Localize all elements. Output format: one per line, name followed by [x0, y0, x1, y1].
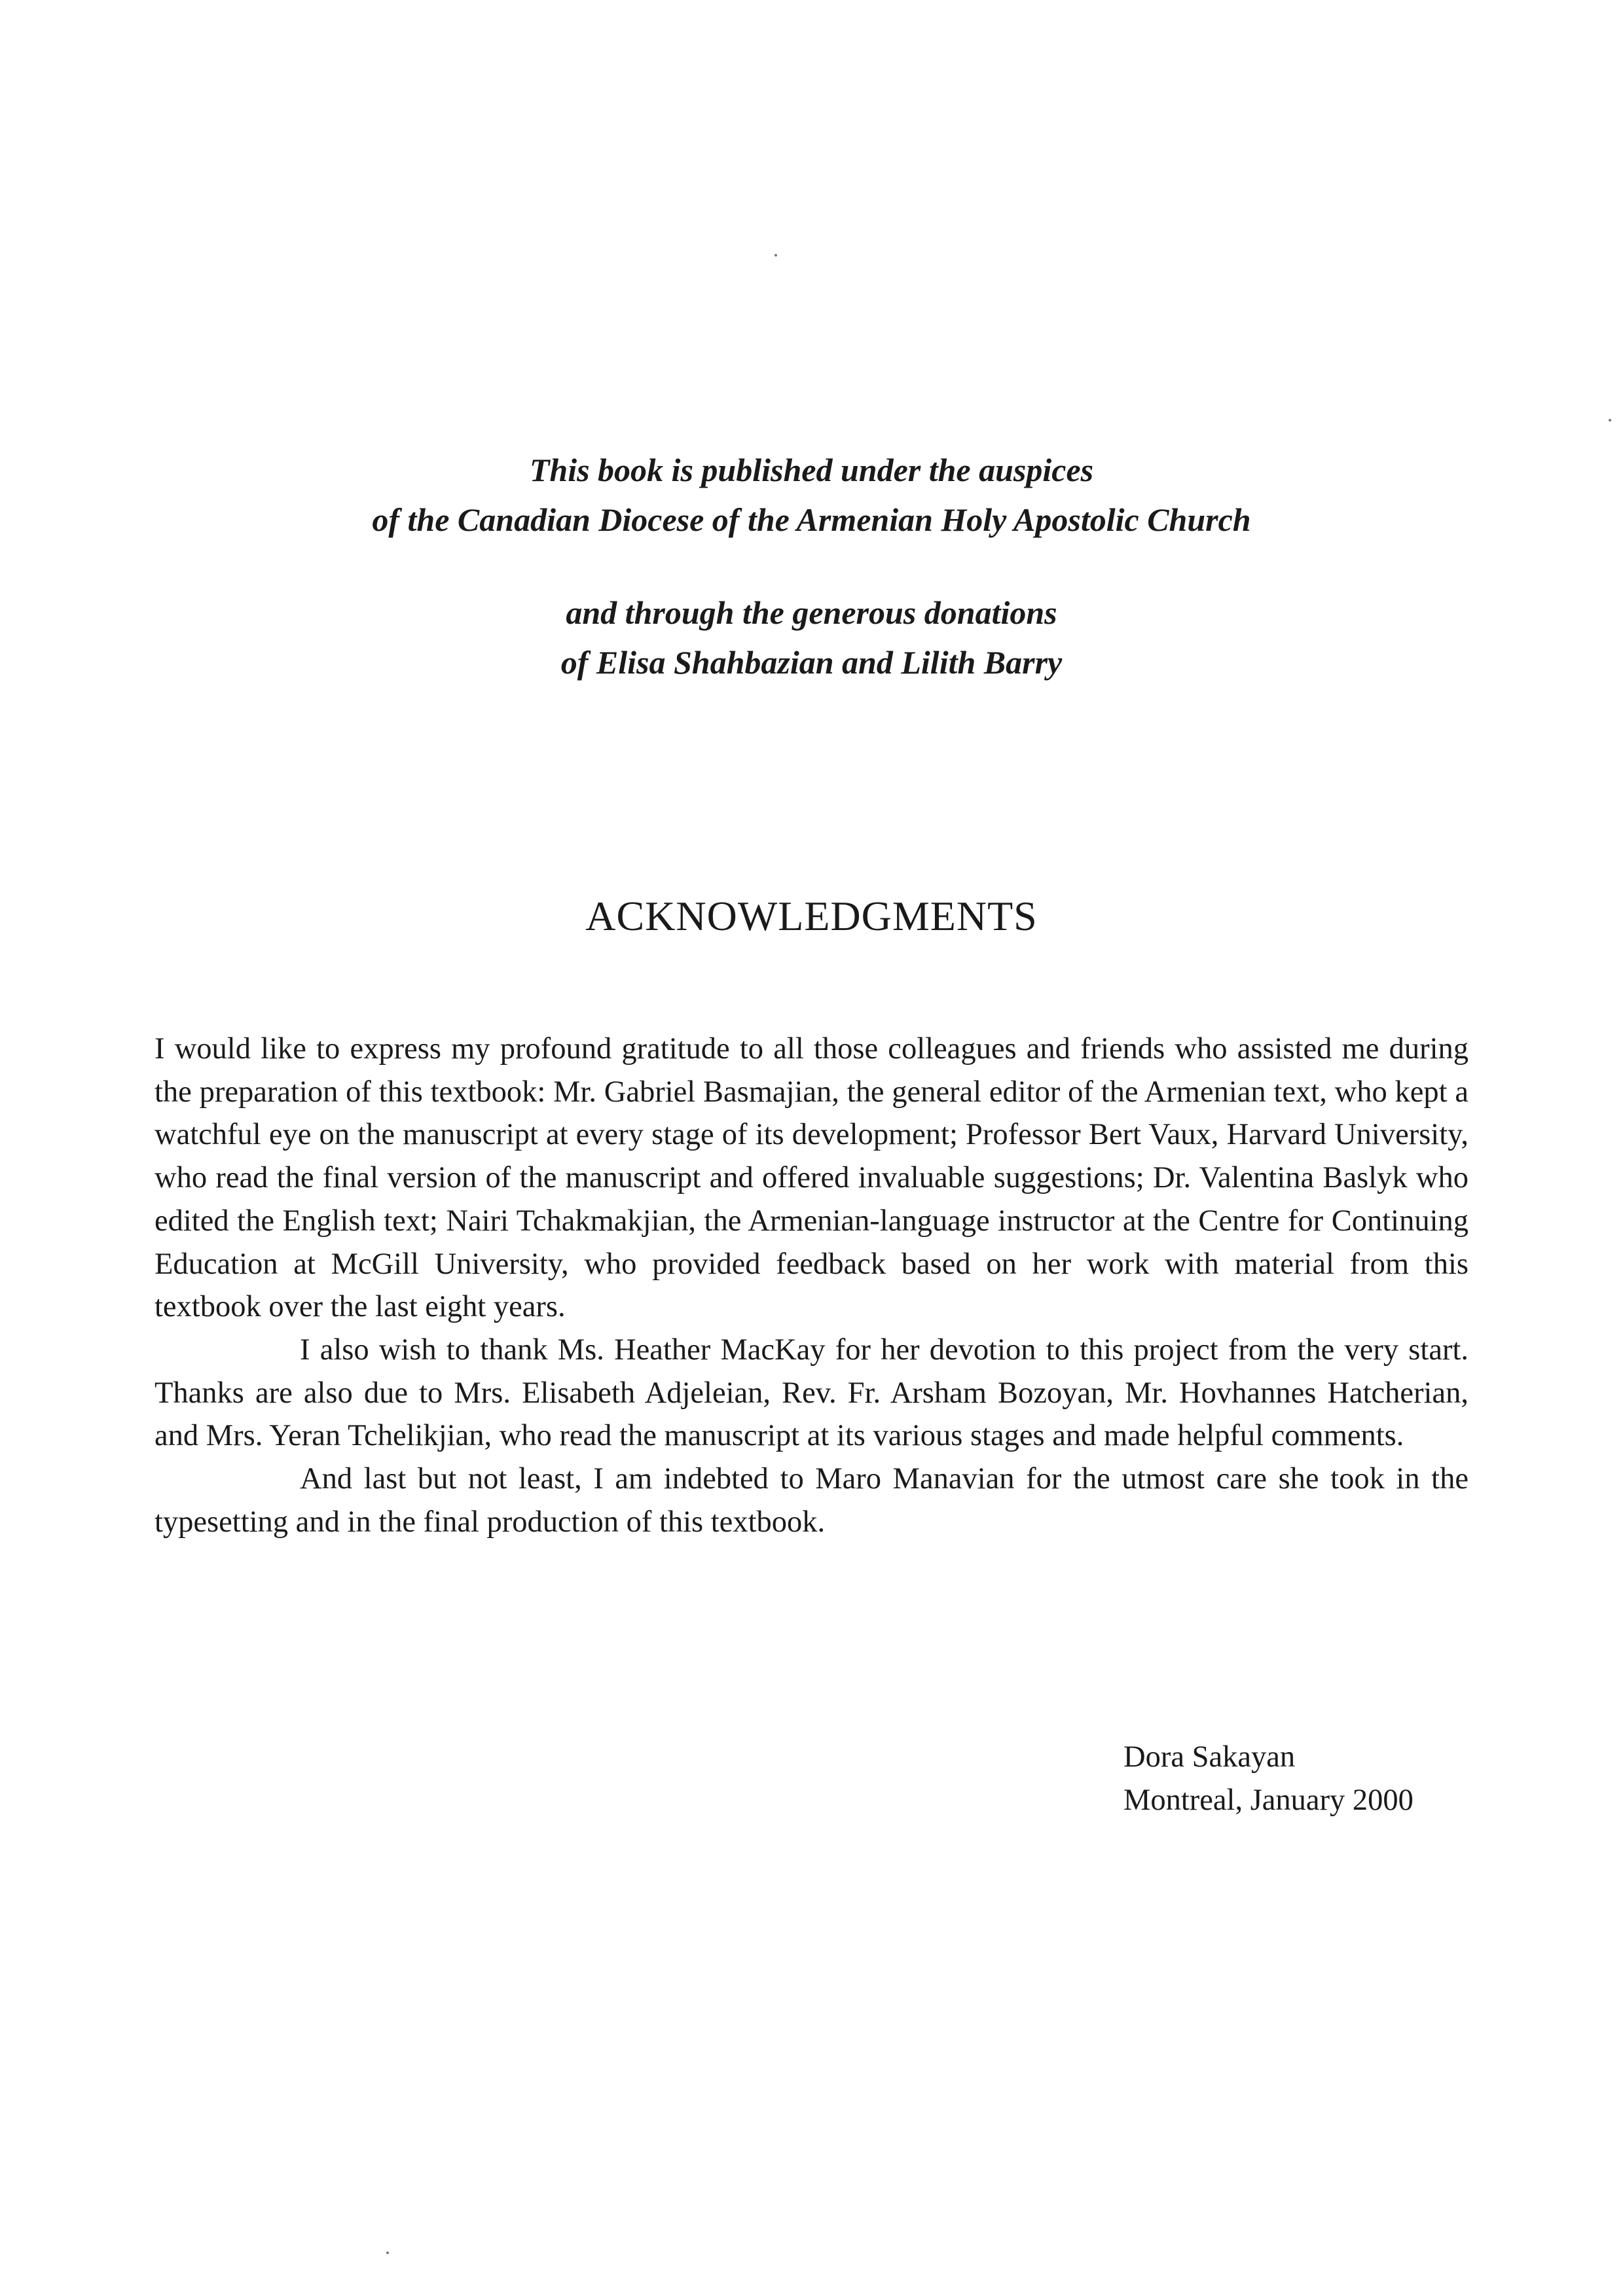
acknowledgments-paragraph-1: I would like to express my profound gratitude to all those colleagues and friends who assisted me during the preparation of this textbook: Mr. Gabriel Basmajian, the general editor of the Armenian text, who kept a watchful eye on the manuscript at every stage of its development; Professor Bert Vaux, Harvard University, who read the final version of the manuscript and offered invaluable suggestions; Dr. Valentina Baslyk who edited the English text; Nairi Tchakmakjian, the Armenian-language instructor at the Centre for Continuing Education at McGill University, who provided feedback based on her work with material from this textbook over the last eight years. — [155, 1032, 1468, 1324]
acknowledgments-heading: ACKNOWLEDGMENTS — [585, 893, 1038, 939]
donations-line-1: and through the generous donations — [566, 594, 1057, 631]
donations-line-2: of Elisa Shahbazian and Lilith Barry — [560, 644, 1063, 681]
signature-block — [1123, 1736, 1413, 1822]
auspices-statement — [0, 445, 1623, 545]
signature-name: Dora Sakayan — [1123, 1740, 1296, 1774]
acknowledgments-paragraph-2: I also wish to thank Ms. Heather MacKay for her devotion to this project from the very start. Thanks are also due to Mrs. Elisabeth Adjeleian, Rev. Fr. Arsham Bozoyan, Mr. Hovhannes Hatcherian, and Mrs. Yeran Tchelikjian, who read the manuscript at its various stages and made helpful comments. — [155, 1333, 1468, 1453]
auspices-line-2: of the Canadian Diocese of the Armenian Holy Apostolic Church — [372, 501, 1251, 538]
signature-place-date: Montreal, January 2000 — [1123, 1784, 1413, 1817]
donations-statement — [0, 588, 1623, 687]
auspices-line-1: This book is published under the auspices — [529, 452, 1094, 488]
scan-speck — [386, 2251, 389, 2254]
scan-speck — [1609, 419, 1611, 422]
acknowledgments-paragraph-3: And last but not least, I am indebted to Maro Manavian for the utmost care she took in the typesetting and in the final production of this textbook. — [155, 1462, 1468, 1539]
scan-speck — [775, 254, 777, 257]
acknowledgments-body — [155, 1028, 1468, 1543]
